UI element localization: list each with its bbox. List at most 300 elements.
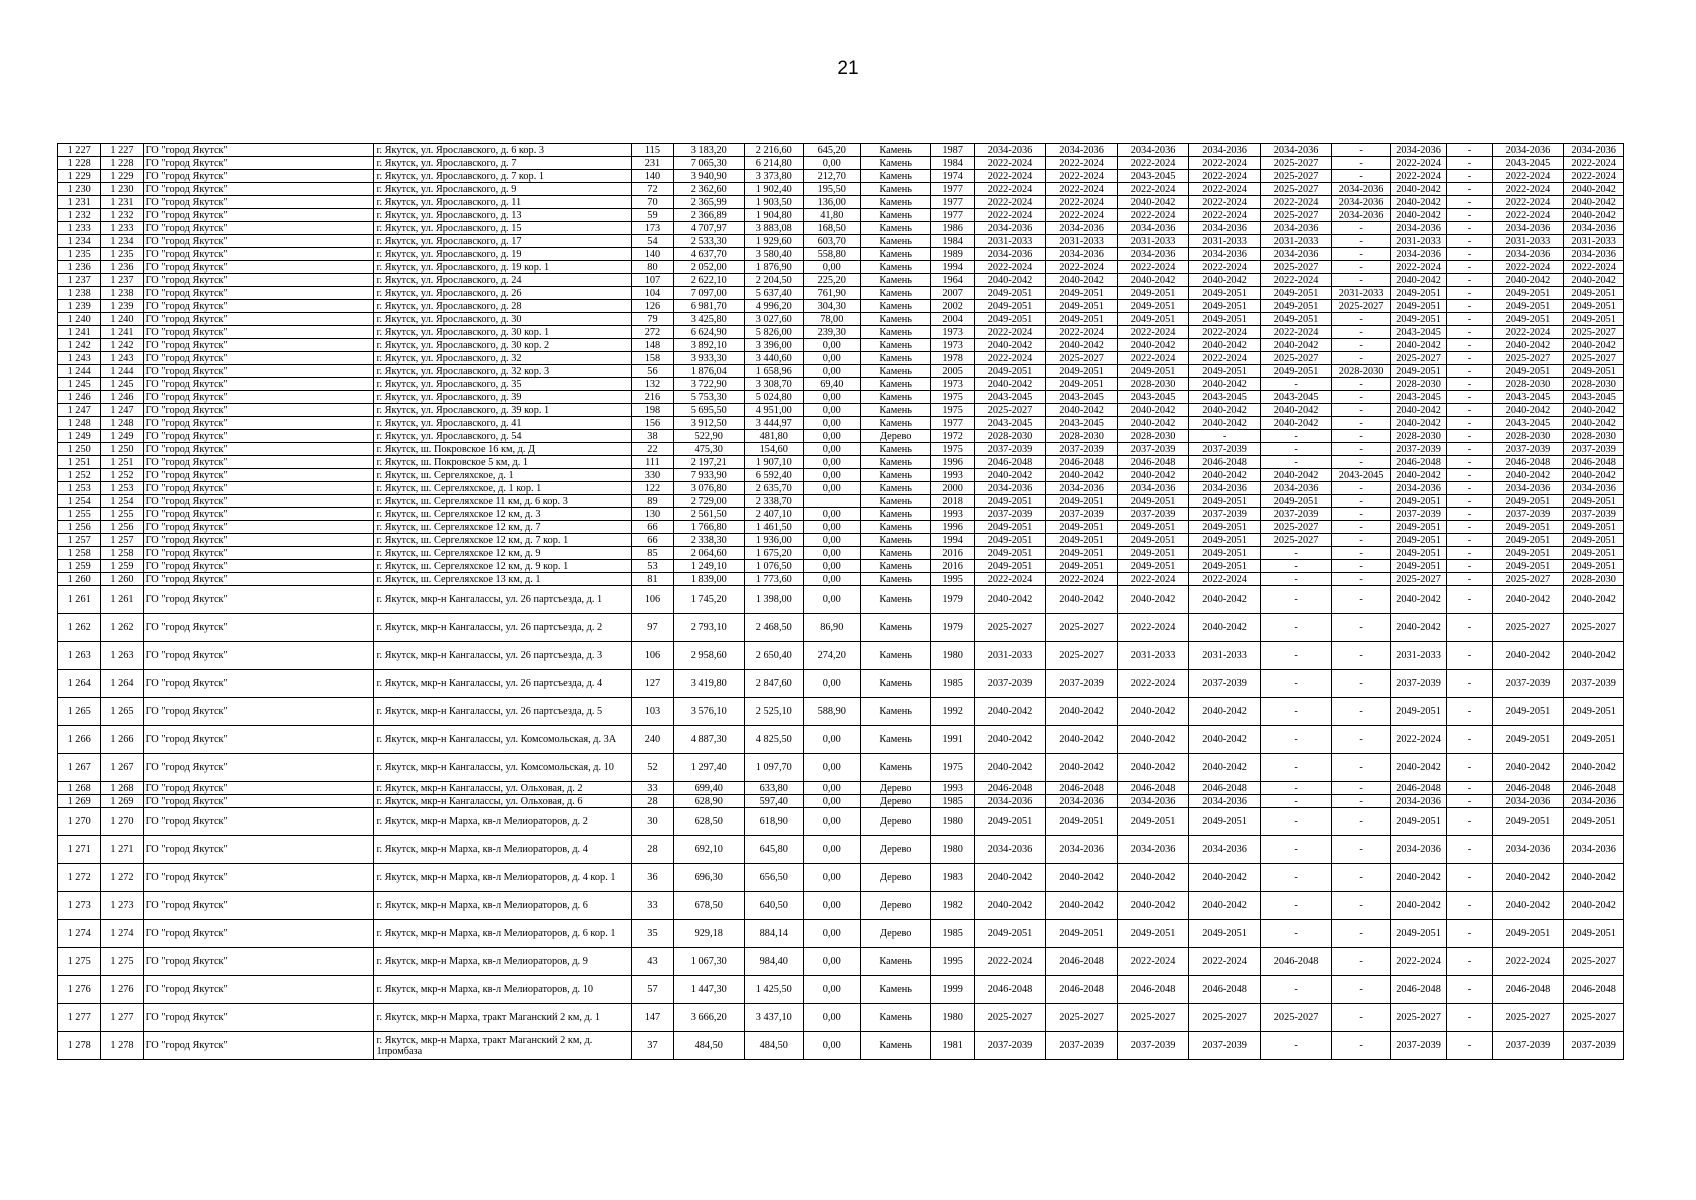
table-cell: 22 (632, 443, 673, 456)
table-row (58, 313, 1624, 326)
table-cell: Камень (861, 670, 931, 698)
table-cell: ГО "город Якутск" (143, 547, 374, 560)
table-cell: 2049-2051 (1390, 547, 1446, 560)
table-cell: - (1332, 456, 1391, 469)
table-cell: 2049-2051 (1564, 726, 1624, 754)
table-row (58, 1032, 1624, 1060)
table-cell: 2022-2024 (1046, 573, 1118, 586)
table-row (58, 222, 1624, 235)
table-cell: 2049-2051 (1189, 313, 1261, 326)
table-cell: - (1447, 144, 1493, 157)
table-cell: 140 (632, 248, 673, 261)
table-cell: 2034-2036 (1390, 248, 1446, 261)
table-cell: 2034-2036 (974, 795, 1046, 808)
table-cell: 1 257 (58, 534, 101, 547)
table-cell: 2022-2024 (1189, 948, 1261, 976)
table-cell: 0,00 (803, 976, 860, 1004)
table-cell: 2049-2051 (1564, 698, 1624, 726)
table-cell: 1 247 (101, 404, 143, 417)
table-cell: Камень (861, 222, 931, 235)
table-cell: 1 265 (101, 698, 143, 726)
table-cell: 0,00 (803, 586, 860, 614)
table-cell: г. Якутск, ул. Ярославского, д. 17 (374, 235, 632, 248)
table-cell: - (1332, 726, 1391, 754)
table-cell: 1 270 (101, 808, 143, 836)
table-cell: 1 067,30 (673, 948, 745, 976)
table-cell: - (1332, 508, 1391, 521)
table-cell: ГО "город Якутск" (143, 948, 374, 976)
table-cell: 2040-2042 (1564, 417, 1624, 430)
table-cell: 2034-2036 (1390, 836, 1446, 864)
table-cell: 2031-2033 (1117, 642, 1189, 670)
table-cell: ГО "город Якутск" (143, 670, 374, 698)
table-cell: 2040-2042 (1260, 339, 1332, 352)
table-cell: 4 996,20 (745, 300, 804, 313)
table-cell: г. Якутск, ул. Ярославского, д. 30 кор. 2 (374, 339, 632, 352)
table-cell: г. Якутск, ш. Сергеляхское 12 км, д. 9 кор. 1 (374, 560, 632, 573)
table-cell: - (1332, 698, 1391, 726)
table-cell: 2025-2027 (974, 614, 1046, 642)
table-row (58, 417, 1624, 430)
table-cell: 1 267 (58, 754, 101, 782)
table-cell: - (1260, 642, 1332, 670)
table-cell: 2043-2045 (1492, 157, 1564, 170)
table-cell: 2034-2036 (1564, 795, 1624, 808)
table-cell: 1 262 (101, 614, 143, 642)
table-cell: Камень (861, 391, 931, 404)
table-cell: 1 907,10 (745, 456, 804, 469)
table-cell: ГО "город Якутск" (143, 404, 374, 417)
table-cell: 2049-2051 (1046, 365, 1118, 378)
table-cell: 4 707,97 (673, 222, 745, 235)
table-cell: 2040-2042 (974, 469, 1046, 482)
table-cell: 2034-2036 (1117, 144, 1189, 157)
table-cell: 7 097,00 (673, 287, 745, 300)
table-cell: 640,50 (745, 892, 804, 920)
table-cell: 1993 (931, 782, 974, 795)
table-cell: 2025-2027 (1332, 300, 1391, 313)
table-cell: 4 825,50 (745, 726, 804, 754)
table-row (58, 586, 1624, 614)
table-cell: - (1447, 170, 1493, 183)
table-body (58, 144, 1624, 1060)
table-cell: 1 276 (101, 976, 143, 1004)
table-cell: 1 241 (58, 326, 101, 339)
table-cell: 2040-2042 (1564, 404, 1624, 417)
table-cell: 2049-2051 (1564, 534, 1624, 547)
table-cell: 2040-2042 (1117, 274, 1189, 287)
table-cell: 36 (632, 864, 673, 892)
table-cell: 2049-2051 (1189, 920, 1261, 948)
table-cell: 2034-2036 (1564, 482, 1624, 495)
table-cell: Камень (861, 726, 931, 754)
table-cell: 2025-2027 (1260, 170, 1332, 183)
table-cell: 5 024,80 (745, 391, 804, 404)
table-cell: 2034-2036 (1046, 836, 1118, 864)
table-cell: ГО "город Якутск" (143, 430, 374, 443)
table-cell: 2043-2045 (1260, 391, 1332, 404)
table-cell: г. Якутск, ул. Ярославского, д. 30 кор. 1 (374, 326, 632, 339)
table-cell: 2037-2039 (1564, 1032, 1624, 1060)
table-cell: - (1260, 378, 1332, 391)
table-cell: 603,70 (803, 235, 860, 248)
table-cell: 2040-2042 (974, 378, 1046, 391)
table-cell: ГО "город Якутск" (143, 300, 374, 313)
table-cell: 1983 (931, 864, 974, 892)
table-cell: - (1332, 547, 1391, 560)
table-cell: 2040-2042 (1189, 339, 1261, 352)
table-cell: 2046-2048 (1492, 456, 1564, 469)
table-cell: 2046-2048 (1046, 456, 1118, 469)
table-cell: г. Якутск, мкр-н Кангалассы, ул. Комсомольская, д. 3А (374, 726, 632, 754)
table-cell: 2040-2042 (1189, 864, 1261, 892)
table-cell: 1 254 (101, 495, 143, 508)
table-cell: 2046-2048 (1564, 976, 1624, 1004)
table-cell: 0,00 (803, 417, 860, 430)
table-cell: г. Якутск, ул. Ярославского, д. 30 (374, 313, 632, 326)
table-cell: г. Якутск, ул. Ярославского, д. 6 кор. 3 (374, 144, 632, 157)
table-cell: ГО "город Якутск" (143, 417, 374, 430)
table-cell: 0,00 (803, 1032, 860, 1060)
housing-register-table (57, 143, 1624, 1060)
table-cell: 484,50 (673, 1032, 745, 1060)
table-row (58, 378, 1624, 391)
table-cell: 1 097,70 (745, 754, 804, 782)
table-cell: ГО "город Якутск" (143, 183, 374, 196)
table-cell: 2025-2027 (1564, 1004, 1624, 1032)
table-cell: г. Якутск, мкр-н Кангалассы, ул. Комсомольская, д. 10 (374, 754, 632, 782)
table-cell: 1 260 (58, 573, 101, 586)
table-cell: 1 876,90 (745, 261, 804, 274)
table-cell: 2037-2039 (1189, 443, 1261, 456)
table-cell: 475,30 (673, 443, 745, 456)
table-cell: 1 270 (58, 808, 101, 836)
table-cell: Камень (861, 1004, 931, 1032)
table-row (58, 248, 1624, 261)
table-cell: ГО "город Якутск" (143, 754, 374, 782)
table-cell: 2037-2039 (1189, 1032, 1261, 1060)
table-cell: 2049-2051 (1492, 560, 1564, 573)
table-cell: - (1332, 754, 1391, 782)
table-cell: ГО "город Якутск" (143, 287, 374, 300)
table-cell: 5 826,00 (745, 326, 804, 339)
table-cell: 3 183,20 (673, 144, 745, 157)
table-cell: 2049-2051 (1564, 313, 1624, 326)
table-cell: 57 (632, 976, 673, 1004)
table-cell: 2034-2036 (1564, 144, 1624, 157)
table-cell: г. Якутск, ул. Ярославского, д. 35 (374, 378, 632, 391)
table-cell: 2040-2042 (1117, 892, 1189, 920)
table-cell: 2022-2024 (1390, 261, 1446, 274)
table-cell: 2028-2030 (1564, 430, 1624, 443)
table-cell: 2049-2051 (1492, 534, 1564, 547)
table-cell: 2028-2030 (1492, 378, 1564, 391)
table-cell: 3 666,20 (673, 1004, 745, 1032)
table-cell: 1 076,50 (745, 560, 804, 573)
table-cell: 2049-2051 (1390, 300, 1446, 313)
table-cell: 107 (632, 274, 673, 287)
table-cell: 28 (632, 836, 673, 864)
table-row (58, 157, 1624, 170)
table-cell: 2040-2042 (1492, 339, 1564, 352)
table-cell: 2049-2051 (1260, 365, 1332, 378)
table-cell: 6 592,40 (745, 469, 804, 482)
table-cell: 0,00 (803, 1004, 860, 1032)
table-cell: - (1447, 248, 1493, 261)
table-cell: 1992 (931, 698, 974, 726)
table-cell: 1 232 (101, 209, 143, 222)
table-cell: 2049-2051 (1046, 808, 1118, 836)
table-cell: 2022-2024 (1492, 183, 1564, 196)
table-cell: ГО "город Якутск" (143, 1032, 374, 1060)
table-row (58, 976, 1624, 1004)
table-cell: 2034-2036 (1390, 144, 1446, 157)
table-cell: - (1447, 547, 1493, 560)
table-cell: - (1332, 495, 1391, 508)
table-cell: ГО "город Якутск" (143, 456, 374, 469)
table-cell: - (1447, 521, 1493, 534)
table-cell: 2049-2051 (1492, 808, 1564, 836)
table-cell: 1 242 (101, 339, 143, 352)
table-cell: 2025-2027 (1117, 1004, 1189, 1032)
table-cell: 1 255 (58, 508, 101, 521)
table-cell: - (1447, 495, 1493, 508)
table-cell: - (1260, 614, 1332, 642)
table-cell: 2049-2051 (1564, 495, 1624, 508)
table-cell: 0,00 (803, 482, 860, 495)
table-cell: 2043-2045 (1046, 417, 1118, 430)
table-cell: 6 624,90 (673, 326, 745, 339)
table-cell: 2046-2048 (1117, 782, 1189, 795)
table-cell: 2040-2042 (1564, 892, 1624, 920)
table-cell: 2034-2036 (1189, 836, 1261, 864)
table-cell: 2022-2024 (1117, 614, 1189, 642)
table-cell: 2037-2039 (1492, 670, 1564, 698)
table-cell: ГО "город Якутск" (143, 1004, 374, 1032)
table-row (58, 183, 1624, 196)
table-cell: Камень (861, 573, 931, 586)
table-cell: - (1332, 808, 1391, 836)
table-cell: 30 (632, 808, 673, 836)
table-cell: 2040-2042 (1189, 754, 1261, 782)
table-cell: 2034-2036 (1390, 222, 1446, 235)
table-cell: Камень (861, 534, 931, 547)
table-cell: - (1447, 670, 1493, 698)
table-cell: 1975 (931, 443, 974, 456)
table-cell: Камень (861, 261, 931, 274)
table-cell: ГО "город Якутск" (143, 443, 374, 456)
table-cell: 2025-2027 (1260, 534, 1332, 547)
table-cell: 1 277 (101, 1004, 143, 1032)
table-cell: 2049-2051 (1492, 365, 1564, 378)
table-cell: 2040-2042 (1564, 196, 1624, 209)
table-cell: г. Якутск, мкр-н Кангалассы, ул. Ольховая, д. 6 (374, 795, 632, 808)
table-cell: 2040-2042 (1189, 698, 1261, 726)
table-cell: г. Якутск, мкр-н Марха, кв-л Мелиораторов, д. 10 (374, 976, 632, 1004)
table-cell: 2040-2042 (974, 339, 1046, 352)
table-cell: г. Якутск, ш. Сергеляхское 12 км, д. 7 (374, 521, 632, 534)
table-cell: 2034-2036 (1260, 482, 1332, 495)
table-cell: 2049-2051 (1564, 808, 1624, 836)
table-cell: 1 273 (58, 892, 101, 920)
table-cell: 2025-2027 (1260, 352, 1332, 365)
table-row (58, 1004, 1624, 1032)
table-row (58, 443, 1624, 456)
table-cell: 2000 (931, 482, 974, 495)
table-cell: 2046-2048 (1390, 976, 1446, 1004)
table-cell: 1 228 (101, 157, 143, 170)
table-cell: г. Якутск, ул. Ярославского, д. 39 кор. 1 (374, 404, 632, 417)
table-cell: г. Якутск, ул. Ярославского, д. 13 (374, 209, 632, 222)
table-cell: 2040-2042 (1390, 274, 1446, 287)
table-cell: 2022-2024 (1117, 261, 1189, 274)
table-cell: - (1447, 404, 1493, 417)
table-cell: 1984 (931, 157, 974, 170)
table-cell: - (1332, 248, 1391, 261)
table-cell: 1 255 (101, 508, 143, 521)
table-cell: 1964 (931, 274, 974, 287)
table-cell: 3 722,90 (673, 378, 745, 391)
table-cell: 1986 (931, 222, 974, 235)
table-cell: 1 447,30 (673, 976, 745, 1004)
table-cell: 2022-2024 (974, 948, 1046, 976)
table-cell: 1 238 (58, 287, 101, 300)
table-cell: 2049-2051 (1046, 560, 1118, 573)
table-cell: 2022-2024 (1046, 196, 1118, 209)
table-cell: - (1332, 339, 1391, 352)
table-cell: 2040-2042 (1117, 864, 1189, 892)
table-cell: - (1332, 1004, 1391, 1032)
table-cell: 1 658,96 (745, 365, 804, 378)
table-cell: 81 (632, 573, 673, 586)
table-cell: 1 271 (101, 836, 143, 864)
table-cell: - (1332, 614, 1391, 642)
table-cell: 2022-2024 (974, 352, 1046, 365)
table-cell: 1980 (931, 1004, 974, 1032)
table-cell: 2049-2051 (1492, 920, 1564, 948)
table-cell: 2025-2027 (1390, 1004, 1446, 1032)
table-cell: г. Якутск, ул. Ярославского, д. 54 (374, 430, 632, 443)
table-cell: 2016 (931, 547, 974, 560)
table-cell: 168,50 (803, 222, 860, 235)
table-cell: - (1260, 573, 1332, 586)
table-cell: 216 (632, 391, 673, 404)
table-cell: 1 258 (58, 547, 101, 560)
table-cell: 2046-2048 (1390, 456, 1446, 469)
table-cell: - (1447, 209, 1493, 222)
table-cell: 2040-2042 (1492, 404, 1564, 417)
table-cell: 2025-2027 (1492, 614, 1564, 642)
table-cell: 1 273 (101, 892, 143, 920)
table-cell: 72 (632, 183, 673, 196)
table-cell: 2025-2027 (1260, 209, 1332, 222)
table-cell: 274,20 (803, 642, 860, 670)
table-cell: - (1332, 670, 1391, 698)
table-cell: г. Якутск, ул. Ярославского, д. 39 (374, 391, 632, 404)
table-cell: 2040-2042 (1492, 754, 1564, 782)
table-cell: 2034-2036 (1332, 209, 1391, 222)
table-cell: 1994 (931, 261, 974, 274)
table-cell: 1 876,04 (673, 365, 745, 378)
table-cell: 3 933,30 (673, 352, 745, 365)
table-cell: 2040-2042 (1189, 586, 1261, 614)
table-cell: ГО "город Якутск" (143, 521, 374, 534)
table-cell: 1977 (931, 196, 974, 209)
table-cell: 2022-2024 (974, 183, 1046, 196)
table-cell: 2034-2036 (974, 482, 1046, 495)
table-cell: 2040-2042 (1390, 892, 1446, 920)
table-cell: 2025-2027 (1564, 326, 1624, 339)
table-cell: 2034-2036 (1492, 795, 1564, 808)
table-cell: 2022-2024 (974, 157, 1046, 170)
table-cell: 2043-2045 (974, 391, 1046, 404)
table-cell: 2 622,10 (673, 274, 745, 287)
table-cell: 2040-2042 (1046, 892, 1118, 920)
table-cell: - (1447, 920, 1493, 948)
table-cell: - (1447, 482, 1493, 495)
table-cell: 38 (632, 430, 673, 443)
table-row (58, 196, 1624, 209)
table-cell: 2037-2039 (1046, 670, 1118, 698)
table-cell: г. Якутск, ул. Ярославского, д. 7 (374, 157, 632, 170)
table-cell: 2040-2042 (1492, 864, 1564, 892)
table-cell: Камень (861, 560, 931, 573)
table-cell: 481,80 (745, 430, 804, 443)
table-cell: - (1260, 864, 1332, 892)
table-cell: - (1447, 508, 1493, 521)
table-cell: 2046-2048 (1189, 782, 1261, 795)
table-cell: 43 (632, 948, 673, 976)
table-cell: - (1332, 560, 1391, 573)
table-cell: - (1332, 1032, 1391, 1060)
table-cell: 2022-2024 (1189, 157, 1261, 170)
table-cell: 1980 (931, 808, 974, 836)
table-cell: 2037-2039 (1390, 508, 1446, 521)
table-cell: 2034-2036 (974, 144, 1046, 157)
table-cell: 1 252 (58, 469, 101, 482)
table-cell: - (1447, 573, 1493, 586)
table-cell: 1 268 (101, 782, 143, 795)
table-cell: 0,00 (803, 560, 860, 573)
table-row (58, 508, 1624, 521)
table-cell: 2004 (931, 313, 974, 326)
table-cell: 2049-2051 (1046, 300, 1118, 313)
table-cell: - (1447, 443, 1493, 456)
table-cell: 2031-2033 (974, 235, 1046, 248)
table-cell: 2037-2039 (1492, 1032, 1564, 1060)
table-cell: 7 065,30 (673, 157, 745, 170)
table-cell: 198 (632, 404, 673, 417)
table-cell: 2022-2024 (1117, 573, 1189, 586)
table-cell: 2037-2039 (1117, 508, 1189, 521)
table-cell: г. Якутск, мкр-н Кангалассы, ул. Ольховая, д. 2 (374, 782, 632, 795)
table-cell: 2043-2045 (1390, 326, 1446, 339)
table-cell: 0,00 (803, 404, 860, 417)
table-cell: 35 (632, 920, 673, 948)
table-cell: 2040-2042 (1117, 404, 1189, 417)
table-cell: 1 904,80 (745, 209, 804, 222)
table-row (58, 404, 1624, 417)
table-cell: 6 981,70 (673, 300, 745, 313)
table-cell: 2022-2024 (1117, 183, 1189, 196)
table-cell: Камень (861, 698, 931, 726)
table-cell: 158 (632, 352, 673, 365)
table-cell: - (1447, 430, 1493, 443)
table-cell: 2025-2027 (1189, 1004, 1261, 1032)
table-cell: 2049-2051 (1046, 378, 1118, 391)
table-cell: 2034-2036 (1492, 144, 1564, 157)
table-cell: 2049-2051 (1117, 365, 1189, 378)
